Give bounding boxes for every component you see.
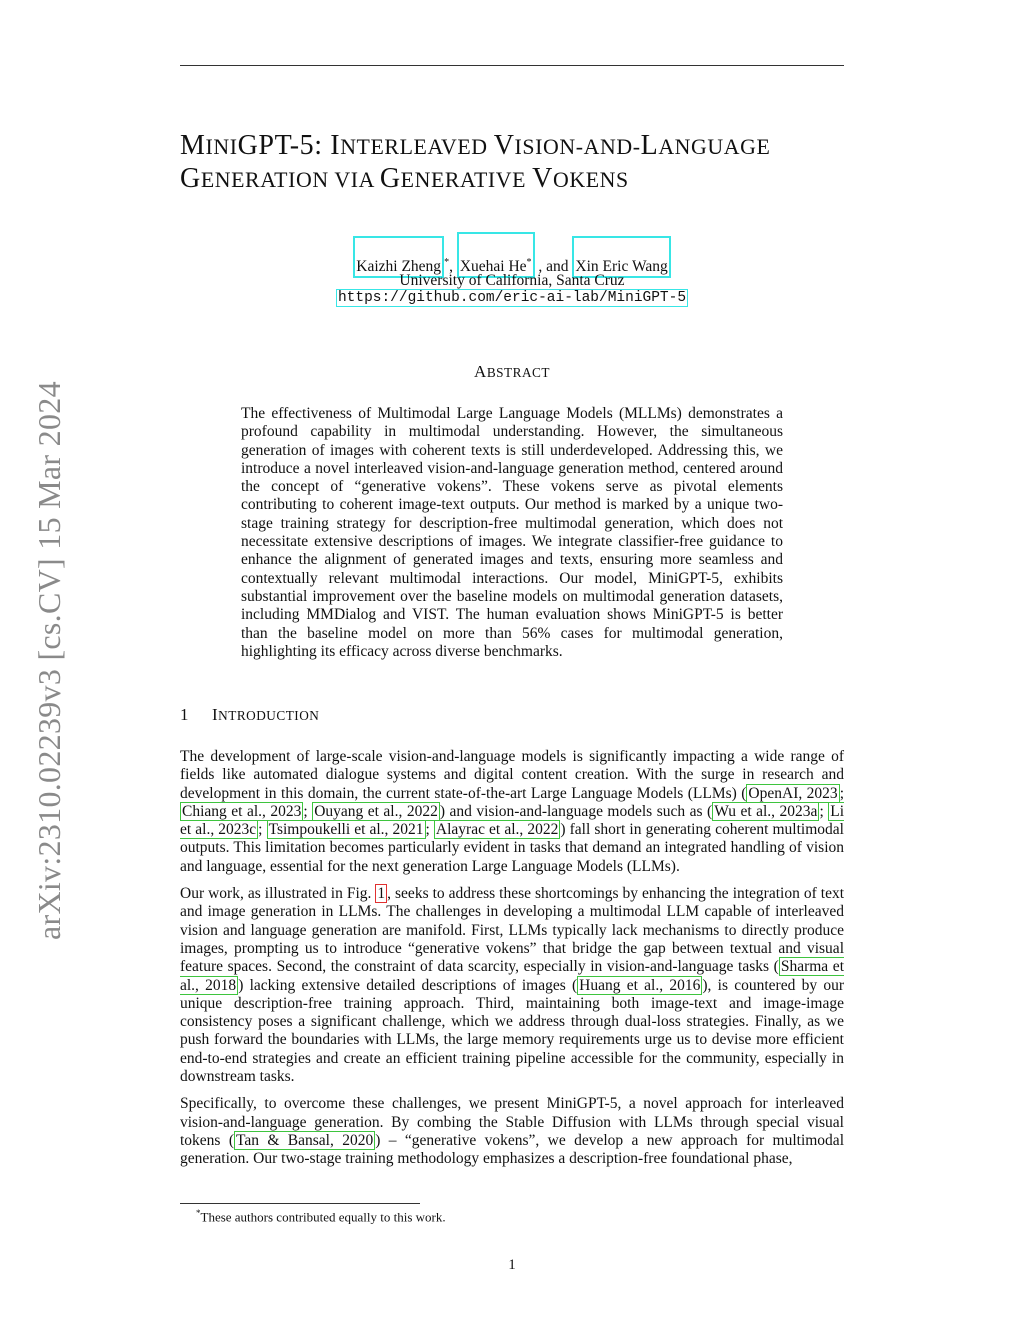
- author-name: Kaizhi Zheng: [356, 258, 442, 276]
- affiliation: University of California, Santa Cruz: [399, 272, 625, 289]
- paragraph-text: ;: [258, 821, 267, 839]
- paragraph: [180, 748, 844, 876]
- code-url-link[interactable]: https://github.com/eric-ai-lab/MiniGPT-5: [337, 290, 687, 306]
- paper-title: [180, 130, 880, 196]
- paragraph-text: Specifically, to overcome these challenges, we present MiniGPT-5, a novel approach for interleaved vision-and-language generation. By combing the Stable Diffusion with LLMs through special visual tokens (: [180, 1095, 844, 1149]
- abstract-heading: ABSTRACT: [474, 362, 550, 381]
- section-number: 1: [180, 705, 189, 724]
- title-letter: G: [379, 163, 401, 194]
- equal-contribution-mark: *: [444, 257, 450, 268]
- author-separator: , and: [534, 258, 573, 276]
- title-letter: V: [493, 130, 515, 161]
- title-line-2: [180, 163, 880, 196]
- paragraph-text: ;: [839, 784, 844, 802]
- footnote: [196, 1208, 446, 1225]
- paragraph: [180, 885, 844, 1086]
- author-name: Xuehai He: [459, 258, 527, 276]
- paragraph-text: Our work, as illustrated in Fig.: [180, 885, 376, 903]
- title-smallcaps: OKENS: [552, 168, 629, 192]
- paragraph-text: The development of large-scale vision-and-language models is significantly impacting a wide range of fields like automated dialogue systems and digital content creation. With the surge in research and development in this domain, the current state-of-the-art Large Language Models (LLMs) (: [180, 748, 844, 802]
- citation-link[interactable]: Tsimpoukelli et al., 2021: [268, 821, 424, 839]
- citation-link[interactable]: Sharma et al., 2018: [180, 958, 844, 994]
- citation-link[interactable]: Li et al., 2023c: [180, 802, 845, 839]
- citation-link[interactable]: Ouyang et al., 2022: [314, 802, 438, 820]
- title-smallcaps: ISION-AND-: [514, 135, 641, 159]
- paragraph-text: ) lacking extensive detailed descriptions of images (: [238, 976, 578, 994]
- author-separator: ,: [449, 258, 457, 276]
- paragraph-text: ;: [819, 802, 829, 820]
- header-rule: [180, 65, 844, 66]
- title-letter: L: [640, 130, 659, 161]
- citation-link[interactable]: Wu et al., 2023a: [714, 802, 818, 820]
- author-name: Xin Eric Wang: [575, 258, 668, 276]
- title-letter: V: [532, 163, 553, 194]
- paragraph-text: ;: [303, 802, 313, 820]
- page-number: 1: [508, 1257, 516, 1273]
- footnote-mark: *: [196, 1208, 201, 1218]
- citation-link[interactable]: Chiang et al., 2023: [182, 802, 302, 820]
- equal-contribution-mark: *: [526, 257, 532, 268]
- paragraph-text: ;: [425, 821, 434, 839]
- title-letter: I: [330, 130, 341, 161]
- title-smallcaps: INI: [205, 135, 238, 159]
- title-smallcaps: NTERLEAVED: [340, 135, 494, 159]
- title-smallcaps: ENERATIVE: [400, 168, 533, 192]
- figure-reference-link[interactable]: 1: [377, 885, 386, 903]
- footnote-text: These authors contributed equally to this work.: [200, 1209, 446, 1225]
- paragraph-text: , seeks to address these shortcomings by enhancing the integration of text and image generation in LLMs. The challenges in developing a multimodal LLM capable of interleaved vision and language generation are manifold. First, LLMs typically lack mechanisms to directly produce images, prompting us to introduce “generative vokens” that bridge the gap between textual and visual feature spaces. Second, the constraint of data scarcity, especially in vision-and-language tasks (: [180, 885, 845, 976]
- title-letter: GPT-5:: [237, 130, 331, 161]
- paragraph-text: ) – “generative vokens”, we develop a new approach for multimodal generation. Our two-stage training methodology emphasizes a description-free foundational phase,: [180, 1131, 844, 1168]
- arxiv-identifier: arXiv:2310.02239v3 [cs.CV] 15 Mar 2024: [31, 381, 67, 940]
- section-heading: 1 INTRODUCTION: [180, 705, 320, 724]
- paragraph-text: ) and vision-and-language models such as (: [439, 802, 713, 820]
- title-smallcaps: ENERATION VIA: [200, 168, 380, 192]
- footnote-rule: [180, 1203, 420, 1204]
- abstract-text: The effectiveness of Multimodal Large Language Models (MLLMs) demonstrates a profound capability in multimodal understanding. However, the simultaneous generation of images with coherent texts is still underdeveloped. Addressing this, we introduce a novel interleaved vision-and-language generation method, centered around the concept of “generative vokens”. These vokens serve as pivotal elements contributing to coherent image-text outputs. Our method is marked by a unique two-stage training strategy for description-free multimodal generation, which does not necessitate extensive descriptions of images. We integrate classifier-free guidance to enhance the alignment of generated images and texts, ensuring more seamless and contextually relevant multimodal interactions. Our model, MiniGPT-5, exhibits substantial improvement over the baseline models on multimodal generation datasets, including MMDialog and VIST. The human evaluation shows MiniGPT-5 is better than the baseline model on more than 56% cases for multimodal generation, highlighting its efficacy across diverse benchmarks.: [241, 405, 783, 660]
- citation-link[interactable]: Huang et al., 2016: [579, 976, 701, 994]
- title-line-1: [180, 130, 880, 163]
- citation-link[interactable]: Tan & Bansal, 2020: [236, 1131, 374, 1149]
- paragraph-text: ), is countered by our unique description-free training approach. Third, maintaining both image-text and image-image consistency poses a significant challenge, which we address through dual-loss strategies. Finally, as we push forward the boundaries with LLMs, the large memory requirements urge us to devise more efficient end-to-end strategies and create an efficient training pipeline accessible for the community, especially in downstream tasks.: [180, 976, 844, 1086]
- citation-link[interactable]: Alayrac et al., 2022: [435, 821, 559, 839]
- title-letter: G: [180, 163, 201, 194]
- title-letter: M: [180, 130, 206, 161]
- title-smallcaps: ANGUAGE: [658, 135, 771, 159]
- introduction-body: [180, 748, 844, 1178]
- paragraph: [180, 1095, 844, 1168]
- code-url: [180, 290, 844, 306]
- paragraph-text: ) fall short in generating coherent multimodal outputs. This limitation becomes particularly evident in tasks that demand an integrated handling of vision and language, essential for the next generation Large Language Models (LLMs).: [180, 821, 844, 875]
- citation-link[interactable]: OpenAI, 2023: [748, 784, 838, 802]
